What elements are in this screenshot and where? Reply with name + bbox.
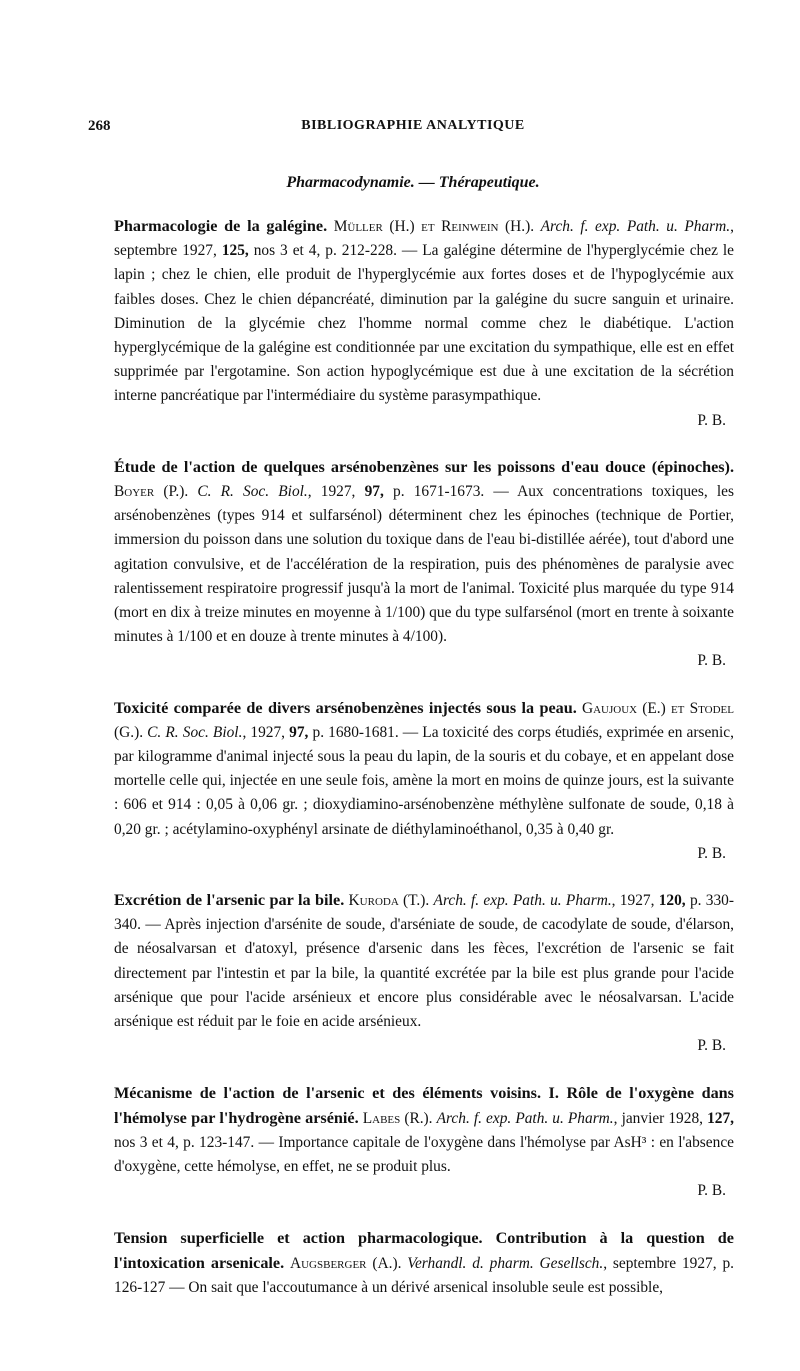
- entry-authors: Müller (H.) et Reinwein (H.).: [333, 218, 535, 235]
- bibliography-entries: [114, 214, 734, 1322]
- entry-title: Toxicité comparée de divers arsénobenzènes injectés sous la peau.: [114, 698, 577, 717]
- entry-signature: P. B.: [697, 411, 726, 429]
- bibliography-entry: [114, 696, 734, 866]
- entry-journal: C. R. Soc. Biol.: [147, 723, 243, 741]
- entry-journal: Arch. f. exp. Path. u. Pharm.: [436, 1109, 614, 1127]
- entry-journal: C. R. Soc. Biol.: [197, 483, 308, 501]
- entry-title: Excrétion de l'arsenic par la bile.: [114, 891, 345, 910]
- entry-authors: Labes (R.).: [362, 1109, 433, 1127]
- entry-body: — Après injection d'arsénite de soude, d'arséniate de soude, de cacodylate de soude, d'élarson, de néosalvarsan et d'atoxyl, présence d'arsenic dans les fèces, l'excrétion de l'arsenic se fait directement par l'intestin et par la bile, la quantité excrétée par la bile est plus grande pour l'acide arsénique que pour l'acide arsénieux et encore plus considérable avec le néosalvarsan. L'acide arsénique est réduit par le foie en acide arsénieux.: [114, 916, 734, 1031]
- entry-body: — La galégine détermine de l'hyperglycémie chez le lapin ; chez le chien, elle produit de l'hyperglycémie aux fortes doses et de l'hypoglycémie aux faibles doses. Chez le chien dépancréaté, diminution par la galégine du sucre sanguin et urinaire. Diminution de la glycémie chez l'homme normal comme chez le diabétique. L'action hyperglycémique de la galégine est conditionnée par une excitation du sympathique, elle est en effet supprimée par l'ergotamine. Son action hypoglycémique est due à une excitation de la sécrétion interne pancréatique par l'intermédiaire du système parasympathique.: [114, 242, 734, 405]
- bibliography-entry: [114, 888, 734, 1058]
- entry-authors: Gaujoux (E.) et Stodel (G.).: [114, 699, 734, 741]
- entry-date: , janvier 1928,: [613, 1109, 703, 1127]
- entry-date: , 1927,: [242, 723, 286, 741]
- entry-authors: Augsberger (A.).: [290, 1254, 402, 1272]
- entry-journal: Verhandl. d. pharm. Gesellsch.: [407, 1254, 604, 1272]
- bibliography-entry: [114, 214, 734, 433]
- running-title: BIBLIOGRAPHIE ANALYTIQUE: [301, 118, 525, 133]
- page-number: 268: [88, 118, 111, 134]
- entry-volume: 127,: [707, 1109, 735, 1127]
- entry-title: Mécanisme de l'action de l'arsenic et des éléments voisins. I. Rôle de l'oxygène dans l'hémolyse par l'hydrogène arsénié.: [114, 1083, 734, 1127]
- entry-body: — Importance capitale de l'oxygène dans l'hémolyse par AsH³ : en l'absence d'oxygène, cette hémolyse, en effet, ne se produit plus.: [114, 1133, 734, 1176]
- entry-signature: P. B.: [697, 1037, 726, 1055]
- entry-title: Pharmacologie de la galégine.: [114, 217, 328, 235]
- bibliography-entry: [114, 455, 734, 674]
- bibliography-entry: [114, 1226, 734, 1301]
- entry-signature: P. B.: [697, 652, 726, 670]
- bibliography-entry: [114, 1081, 734, 1204]
- entry-volume: 97,: [364, 483, 384, 501]
- entry-authors: Kuroda (T.).: [348, 892, 430, 910]
- entry-date: , 1927,: [611, 892, 655, 910]
- entry-signature: P. B.: [697, 1182, 726, 1200]
- entry-volume: 97,: [289, 723, 309, 741]
- entry-date: , 1927,: [307, 483, 356, 501]
- page-header: [88, 118, 738, 138]
- section-title: Pharmacodynamie. — Thérapeutique.: [286, 174, 540, 191]
- entry-volume: 125,: [221, 242, 249, 260]
- entry-pages: p. 330-340.: [114, 892, 734, 934]
- entry-date: , septembre 1927,: [603, 1254, 717, 1272]
- entry-date: , septembre 1927,: [114, 218, 734, 260]
- entry-pages: nos 3 et 4, p. 212-228.: [253, 242, 397, 260]
- entry-title: Tension superficielle et action pharmacologique. Contribution à la question de l'intoxication arsenicale.: [114, 1228, 734, 1272]
- entry-authors: Boyer (P.).: [114, 483, 189, 501]
- entry-body: — On sait que l'accoutumance à un dérivé arsenical insoluble seule est possible,: [169, 1278, 664, 1296]
- entry-body: — Aux concentrations toxiques, les arsénobenzènes (types 914 et sulfarsénol) déterminent chez les épinoches (technique de Portier, immersion du poisson dans une solution du toxique dans de l'eau bi-distillée aérée), tout d'abord une agitation convulsive, et de l'accélération de la respiration, puis des phénomènes de paralysie avec ralentissement respiratoire progressif jusqu'à la mort de l'animal. Toxicité plus marquée du type 914 (mort en dix à treize minutes en moyenne à 1/100) que du type sulfarsénol (mort en trente à soixante minutes à 1/100 et en douze à trente minutes à 4/100).: [114, 483, 734, 646]
- entry-journal: Arch. f. exp. Path. u. Pharm.: [433, 892, 612, 910]
- entry-pages: p. 126-127: [114, 1254, 734, 1296]
- entry-journal: Arch. f. exp. Path. u. Pharm.: [540, 218, 731, 235]
- entry-pages: p. 1671-1673.: [393, 483, 485, 501]
- entry-pages: nos 3 et 4, p. 123-147.: [114, 1133, 255, 1151]
- entry-body: — La toxicité des corps étudiés, exprimée en arsenic, par kilogramme d'animal injecté sous la peau du lapin, de la souris et du cobaye, et en appelant dose mortelle celle qui, injectée en une seule fois, amène la mort en moins de quinze jours, est la suivante : 606 et 914 : 0,05 à 0,06 gr. ; dioxydiamino-arsénobenzène méthylène sulfonate de soude, 0,18 à 0,20 gr. ; acétylamino-oxyphényl arsinate de diéthylaminoéthanol, 0,35 à 0,40 gr.: [114, 723, 734, 838]
- entry-pages: p. 1680-1681.: [312, 723, 399, 741]
- entry-title: Étude de l'action de quelques arsénobenzènes sur les poissons d'eau douce (épinoches).: [114, 457, 734, 476]
- entry-signature: P. B.: [697, 844, 726, 862]
- entry-volume: 120,: [658, 892, 686, 910]
